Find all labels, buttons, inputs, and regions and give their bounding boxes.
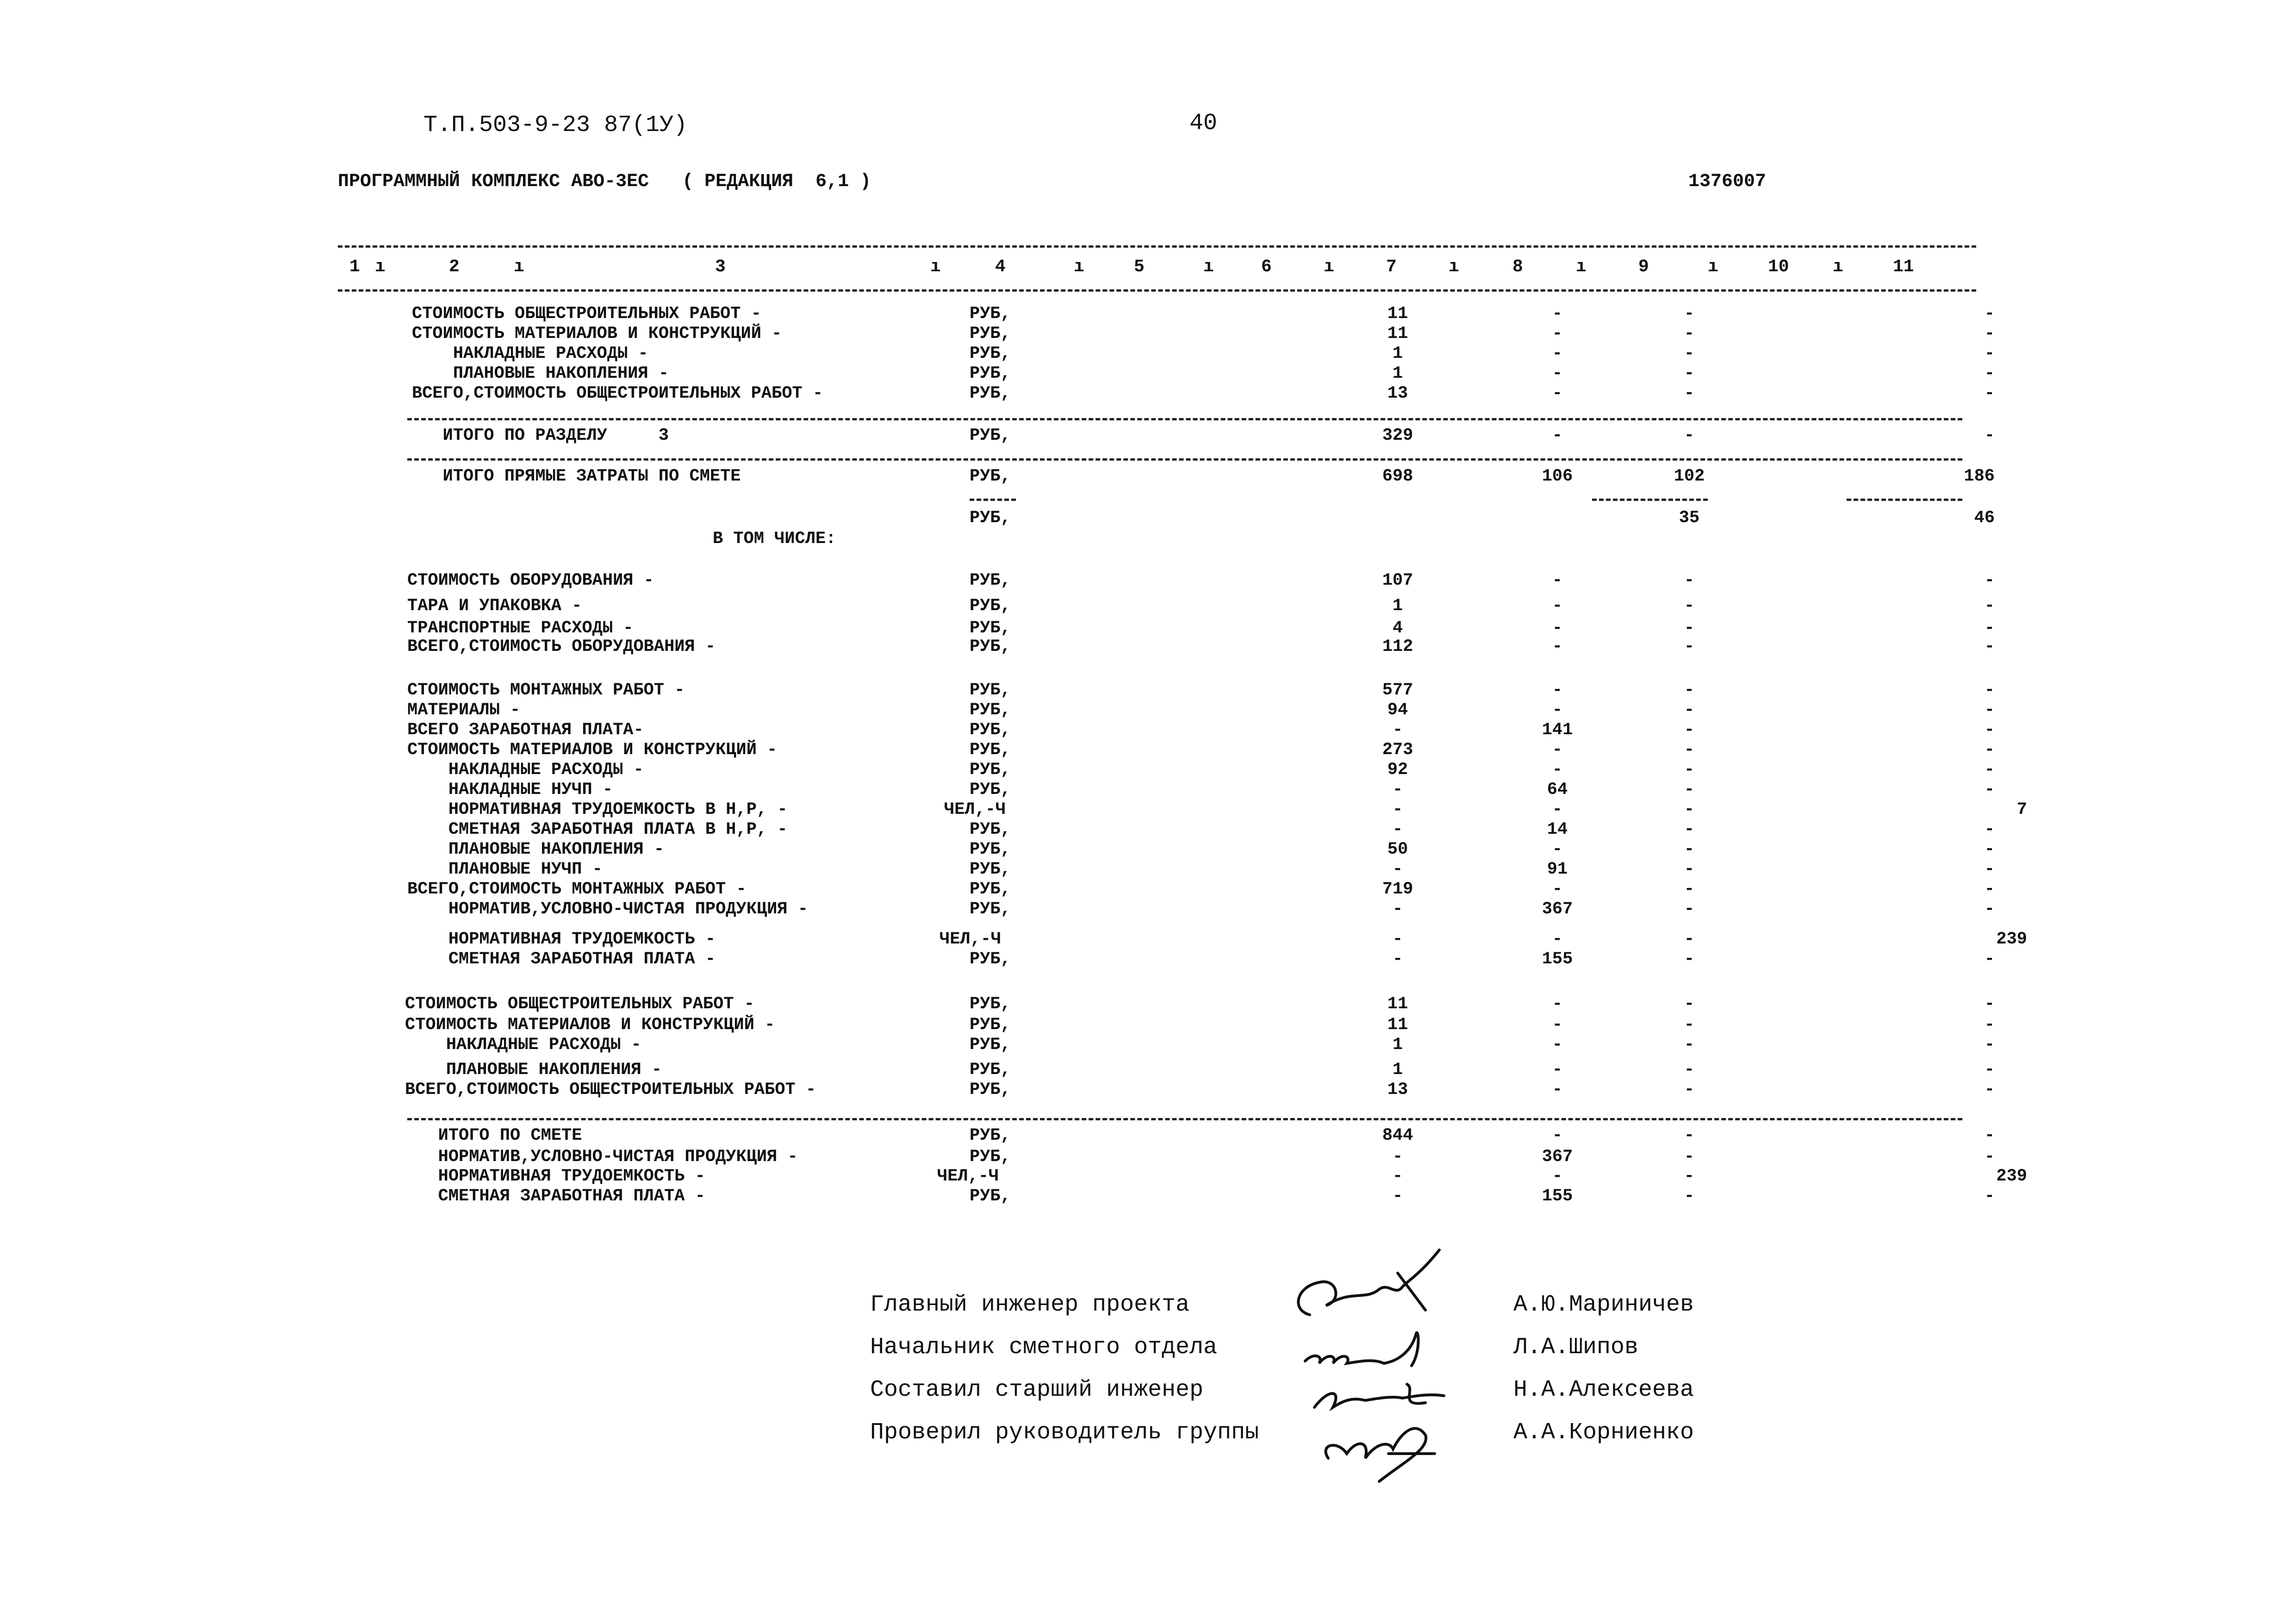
cell-col7: 1 [1392,364,1403,383]
cell-col11: - [1984,571,1995,590]
cell-col11: - [1984,1015,1995,1035]
column-separator: ı [1324,257,1334,277]
cell-col8: - [1552,344,1563,363]
cell-col7: - [1392,780,1403,800]
table-row [0,304,2296,325]
cell-col11: - [1984,994,1995,1014]
signature-role: Проверил руководитель группы [870,1419,1259,1446]
row-label: ВСЕГО,СТОИМОСТЬ ОБОРУДОВАНИЯ - [407,637,716,656]
cell-col9: - [1684,637,1695,656]
cell-col11: - [1984,760,1995,780]
table-row [0,860,2296,881]
table-row [0,720,2296,742]
cell-col7: 11 [1387,304,1408,324]
row-label: ВСЕГО,СТОИМОСТЬ ОБЩЕСТРОИТЕЛЬНЫХ РАБОТ - [405,1080,816,1099]
cell-col9: - [1684,426,1695,445]
signature-name: Н.А.Алексеева [1513,1377,1694,1403]
row-unit: РУБ, [970,508,1011,528]
cell-col9: - [1684,880,1695,899]
cell-col11: - [1984,618,1995,638]
table-row [0,508,2296,530]
row-label: НОРМАТИВНАЯ ТРУДОЕМКОСТЬ - [407,930,716,949]
section-rule [407,418,1962,420]
cell-col9: - [1684,740,1695,760]
column-number: 6 [1261,257,1272,277]
row-label: ИТОГО ПРЯМЫЕ ЗАТРАТЫ ПО СМЕТЕ [412,467,741,486]
row-label: ВСЕГО,СТОИМОСТЬ ОБЩЕСТРОИТЕЛЬНЫХ РАБОТ - [412,384,823,403]
section-rule [407,1118,1962,1120]
table-row [0,596,2296,618]
row-unit: РУБ, [970,880,1011,899]
row-label: МАТЕРИАЛЫ - [407,700,521,720]
table-top-rule [338,245,1976,248]
table-row [0,681,2296,702]
table-row [0,930,2296,951]
row-unit: РУБ, [970,700,1011,720]
cell-col8: - [1552,304,1563,324]
row-unit: РУБ, [970,596,1011,616]
column-separator: ı [1833,257,1843,277]
column-separator: ı [1203,257,1214,277]
row-unit: РУБ, [970,949,1011,969]
cell-col11: - [1984,720,1995,740]
cell-col7: 94 [1387,700,1408,720]
cell-col8: - [1552,384,1563,403]
table-row [0,637,2296,658]
cell-col8: - [1552,1080,1563,1099]
row-unit: РУБ, [970,1015,1011,1035]
row-unit: ЧЕЛ,-Ч [937,1167,999,1186]
column-separator: ı [1708,257,1718,277]
row-unit: ЧЕЛ,-Ч [944,800,1006,819]
cell-col8: - [1552,681,1563,700]
cell-col8: - [1552,596,1563,616]
cell-col9: - [1684,840,1695,859]
cell-col8: - [1552,571,1563,590]
row-unit: РУБ, [970,364,1011,383]
cell-col9: 102 [1674,467,1705,486]
row-unit: РУБ, [970,1187,1011,1206]
row-label: ПЛАНОВЫЕ НАКОПЛЕНИЯ - [405,1060,662,1080]
table-row [0,700,2296,722]
cell-col11: - [1984,384,1995,403]
row-unit: РУБ, [970,780,1011,800]
cell-col8: - [1552,760,1563,780]
column-separator: ı [1449,257,1459,277]
row-label: НОРМАТИВНАЯ ТРУДОЕМКОСТЬ В Н,Р, - [407,800,788,819]
cell-col7: 1 [1392,596,1403,616]
row-label: ВСЕГО,СТОИМОСТЬ МОНТАЖНЫХ РАБОТ - [407,880,747,899]
cell-col9: - [1684,820,1695,839]
row-label: НАКЛАДНЫЕ РАСХОДЫ - [405,1035,641,1055]
section-rule [970,499,1016,501]
row-label: НОРМАТИВ,УСЛОВНО-ЧИСТАЯ ПРОДУКЦИЯ - [407,899,808,919]
row-unit: РУБ, [970,324,1011,344]
table-row [0,1167,2296,1188]
row-unit: РУБ, [970,1147,1011,1167]
row-unit: РУБ, [970,344,1011,363]
cell-col7: - [1392,1167,1403,1186]
table-header-rule [338,289,1976,292]
row-unit: РУБ, [970,840,1011,859]
cell-col9: - [1684,681,1695,700]
cell-col9: - [1684,1126,1695,1145]
row-label: ТРАНСПОРТНЫЕ РАСХОДЫ - [407,618,634,638]
cell-col11: - [1984,860,1995,879]
cell-col8: - [1552,1035,1563,1055]
row-unit: РУБ, [970,426,1011,445]
cell-col8: 14 [1547,820,1568,839]
cell-col7: - [1392,1187,1403,1206]
cell-col9: - [1684,618,1695,638]
cell-col8: - [1552,364,1563,383]
column-separator: ı [930,257,941,277]
table-row [0,994,2296,1016]
table-row [0,1187,2296,1208]
table-row [0,1060,2296,1081]
cell-col7: 11 [1387,1015,1408,1035]
row-unit: РУБ, [970,994,1011,1014]
cell-col11: - [1984,899,1995,919]
cell-col7: - [1392,860,1403,879]
cell-col7: 1 [1392,1060,1403,1080]
signature-role: Составил старший инженер [870,1377,1204,1403]
row-label: СТОИМОСТЬ ОБЩЕСТРОИТЕЛЬНЫХ РАБОТ - [412,304,761,324]
column-number: 3 [715,257,726,277]
cell-col8: - [1552,1015,1563,1035]
cell-col11: - [1984,740,1995,760]
cell-col8: - [1552,930,1563,949]
cell-col11: - [1984,1035,1995,1055]
table-row [0,949,2296,971]
cell-col9: - [1684,571,1695,590]
table-row [0,880,2296,901]
cell-col9: - [1684,1187,1695,1206]
section-rule [407,458,1962,461]
row-unit: РУБ, [970,1080,1011,1099]
cell-col7: 50 [1387,840,1408,859]
cell-col11: - [1984,949,1995,969]
cell-col11: - [1984,1147,1995,1167]
row-unit: РУБ, [970,384,1011,403]
cell-col9: - [1684,760,1695,780]
cell-col8: 91 [1547,860,1568,879]
column-separator: ı [514,257,524,277]
cell-col7: 273 [1382,740,1413,760]
table-row [0,571,2296,592]
cell-col7: - [1392,899,1403,919]
cell-col9: - [1684,1167,1695,1186]
row-unit: РУБ, [970,618,1011,638]
cell-col7: 107 [1382,571,1413,590]
table-row [0,1126,2296,1147]
cell-col8: - [1552,324,1563,344]
table-row [0,840,2296,861]
row-label: ПЛАНОВЫЕ НАКОПЛЕНИЯ - [407,840,665,859]
cell-col9: - [1684,1080,1695,1099]
row-unit: РУБ, [970,681,1011,700]
row-label: ВСЕГО ЗАРАБОТНАЯ ПЛАТА- [407,720,644,740]
row-label: СМЕТНАЯ ЗАРАБОТНАЯ ПЛАТА В Н,Р, - [407,820,788,839]
row-label: СТОИМОСТЬ МАТЕРИАЛОВ И КОНСТРУКЦИЙ - [412,324,782,344]
cell-col11: 7 [2016,800,2027,819]
row-label: ПЛАНОВЫЕ НУЧП - [407,860,603,879]
row-unit: ЧЕЛ,-Ч [940,930,1002,949]
row-label: ТАРА И УПАКОВКА - [407,596,582,616]
row-label: В ТОМ ЧИСЛЕ: [713,529,836,549]
cell-col8: - [1552,700,1563,720]
cell-col8: - [1552,740,1563,760]
cell-col11: - [1984,426,1995,445]
handwritten-signature [1310,1412,1458,1486]
cell-col11: 46 [1974,508,1995,528]
cell-col8: - [1552,1126,1563,1145]
sheet-code: 1376007 [1688,171,1767,192]
cell-col8: - [1552,637,1563,656]
column-number: 11 [1893,257,1914,277]
cell-col7: - [1392,720,1403,740]
table-row [0,1035,2296,1056]
row-label: ИТОГО ПО РАЗДЕЛУ 3 [412,426,669,445]
cell-col8: 155 [1542,949,1573,969]
table-row [0,324,2296,345]
cell-col9: - [1684,780,1695,800]
row-label: СТОИМОСТЬ ОБОРУДОВАНИЯ - [407,571,654,590]
column-number: 2 [449,257,460,277]
row-unit: РУБ, [970,820,1011,839]
cell-col8: 367 [1542,1147,1573,1167]
cell-col7: 4 [1392,618,1403,638]
row-label: СТОИМОСТЬ МОНТАЖНЫХ РАБОТ - [407,681,685,700]
cell-col8: 106 [1542,467,1573,486]
signature-name: Л.А.Шипов [1513,1334,1639,1361]
table-row [0,467,2296,488]
row-label: СТОИМОСТЬ МАТЕРИАЛОВ И КОНСТРУКЦИЙ - [407,740,778,760]
cell-col8: - [1552,1060,1563,1080]
cell-col7: 329 [1382,426,1413,445]
row-label: СТОИМОСТЬ МАТЕРИАЛОВ И КОНСТРУКЦИЙ - [405,1015,775,1035]
cell-col9: - [1684,344,1695,363]
table-row [0,899,2296,921]
cell-col11: - [1984,304,1995,324]
table-row [0,426,2296,447]
cell-col11: - [1984,596,1995,616]
column-number: 8 [1512,257,1523,277]
table-row [0,820,2296,841]
cell-col8: - [1552,840,1563,859]
column-number: 10 [1768,257,1789,277]
cell-col9: - [1684,1015,1695,1035]
row-label: СМЕТНАЯ ЗАРАБОТНАЯ ПЛАТА - [407,1187,705,1206]
cell-col9: - [1684,930,1695,949]
row-unit: РУБ, [970,571,1011,590]
table-row [0,780,2296,801]
cell-col11: - [1984,344,1995,363]
row-label: ПЛАНОВЫЕ НАКОПЛЕНИЯ - [412,364,669,383]
cell-col11: - [1984,1187,1995,1206]
row-unit: РУБ, [970,467,1011,486]
column-separator: ı [1074,257,1084,277]
cell-col11: - [1984,324,1995,344]
cell-col8: - [1552,426,1563,445]
signature-name: А.А.Корниенко [1513,1419,1694,1446]
cell-col9: 35 [1679,508,1700,528]
cell-col7: 11 [1387,324,1408,344]
column-number: 9 [1638,257,1649,277]
table-row [0,1147,2296,1168]
cell-col11: - [1984,637,1995,656]
row-unit: РУБ, [970,304,1011,324]
cell-col7: - [1392,930,1403,949]
cell-col7: - [1392,1147,1403,1167]
row-unit: РУБ, [970,720,1011,740]
row-unit: РУБ, [970,860,1011,879]
cell-col7: 13 [1387,1080,1408,1099]
cell-col9: - [1684,899,1695,919]
cell-col9: - [1684,1147,1695,1167]
cell-col7: 844 [1382,1126,1413,1145]
cell-col11: - [1984,1080,1995,1099]
column-separator: ı [1576,257,1587,277]
cell-col9: - [1684,1060,1695,1080]
cell-col8: 155 [1542,1187,1573,1206]
row-unit: РУБ, [970,899,1011,919]
row-label: НАКЛАДНЫЕ РАСХОДЫ - [412,344,648,363]
table-row [0,800,2296,821]
row-label: НОРМАТИВ,УСЛОВНО-ЧИСТАЯ ПРОДУКЦИЯ - [407,1147,798,1167]
table-row [0,364,2296,385]
column-separator: ı [375,257,386,277]
table-row [0,529,2296,550]
cell-col8: 64 [1547,780,1568,800]
document-code: Т.П.503-9-23 87(1У) [423,112,688,138]
signature-name: А.Ю.Мариничев [1513,1292,1694,1318]
cell-col8: 141 [1542,720,1573,740]
table-row [0,384,2296,405]
cell-col11: - [1984,1060,1995,1080]
row-unit: РУБ, [970,637,1011,656]
cell-col9: - [1684,720,1695,740]
cell-col11: - [1984,820,1995,839]
page-number: 40 [1189,110,1218,137]
table-row [0,740,2296,762]
cell-col8: - [1552,1167,1563,1186]
cell-col9: - [1684,304,1695,324]
cell-col9: - [1684,700,1695,720]
cell-col9: - [1684,860,1695,879]
cell-col7: 1 [1392,344,1403,363]
cell-col8: - [1552,880,1563,899]
cell-col11: - [1984,880,1995,899]
cell-col7: 1 [1392,1035,1403,1055]
section-rule [1592,499,1708,501]
row-unit: РУБ, [970,1035,1011,1055]
cell-col11: - [1984,364,1995,383]
cell-col7: 112 [1382,637,1413,656]
row-unit: РУБ, [970,740,1011,760]
program-title: ПРОГРАММНЫЙ КОМПЛЕКС АВО-3ЕС ( РЕДАКЦИЯ 6,1 ) [338,171,871,192]
table-row [0,344,2296,365]
cell-col8: 367 [1542,899,1573,919]
row-unit: РУБ, [970,1126,1011,1145]
cell-col7: - [1392,800,1403,819]
cell-col7: 11 [1387,994,1408,1014]
cell-col11: 239 [1996,1167,2027,1186]
cell-col11: - [1984,681,1995,700]
cell-col7: 13 [1387,384,1408,403]
row-unit: РУБ, [970,760,1011,780]
cell-col11: - [1984,1126,1995,1145]
cell-col8: - [1552,800,1563,819]
cell-col11: - [1984,700,1995,720]
cell-col9: - [1684,596,1695,616]
row-label: СМЕТНАЯ ЗАРАБОТНАЯ ПЛАТА - [407,949,716,969]
cell-col9: - [1684,324,1695,344]
column-number: 7 [1386,257,1397,277]
cell-col11: - [1984,780,1995,800]
section-rule [1847,499,1962,501]
column-number: 4 [995,257,1006,277]
cell-col7: - [1392,820,1403,839]
cell-col8: - [1552,618,1563,638]
row-label: ИТОГО ПО СМЕТЕ [407,1126,582,1145]
cell-col11: - [1984,840,1995,859]
cell-col7: 577 [1382,681,1413,700]
cell-col9: - [1684,994,1695,1014]
table-row [0,760,2296,781]
cell-col9: - [1684,384,1695,403]
row-label: НАКЛАДНЫЕ НУЧП - [407,780,613,800]
signature-role: Начальник сметного отдела [870,1334,1218,1361]
signature-role: Главный инженер проекта [870,1292,1190,1318]
cell-col9: - [1684,800,1695,819]
table-row [0,1080,2296,1101]
cell-col7: 92 [1387,760,1408,780]
cell-col7: 698 [1382,467,1413,486]
table-row [0,1015,2296,1037]
cell-col11: 186 [1964,467,1995,486]
cell-col7: - [1392,949,1403,969]
cell-col11: 239 [1996,930,2027,949]
cell-col9: - [1684,1035,1695,1055]
cell-col8: - [1552,994,1563,1014]
cell-col9: - [1684,364,1695,383]
cell-col9: - [1684,949,1695,969]
cell-col7: 719 [1382,880,1413,899]
row-label: НОРМАТИВНАЯ ТРУДОЕМКОСТЬ - [407,1167,705,1186]
row-label: СТОИМОСТЬ ОБЩЕСТРОИТЕЛЬНЫХ РАБОТ - [405,994,754,1014]
row-label: НАКЛАДНЫЕ РАСХОДЫ - [407,760,644,780]
row-unit: РУБ, [970,1060,1011,1080]
column-number: 5 [1134,257,1145,277]
column-number: 1 [349,257,360,277]
